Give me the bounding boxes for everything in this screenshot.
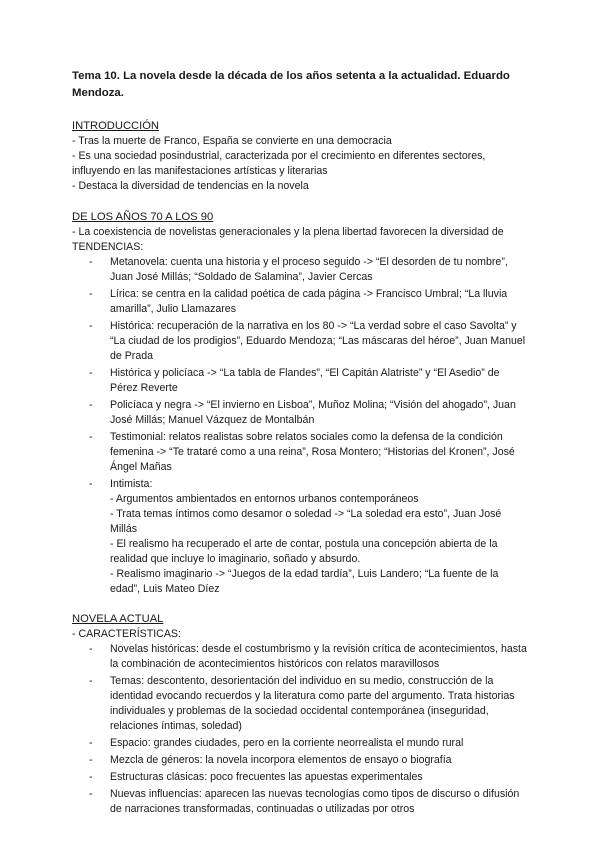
document-title: Tema 10. La novela desde la década de los años setenta a la actualidad. Eduardo Mendoza. [72, 70, 510, 99]
decades-lead: - La coexistencia de novelistas generacionales y la plena libertad favorecen la diversidad de TENDENCIAS: [72, 226, 504, 253]
intimista-sub: - Realismo imaginario -> “Juegos de la edad tardía”, Luis Landero; “La fuente de la edad”, Luis Mateo Díez [110, 568, 499, 595]
list-item: - Histórica y policíaca -> “La tabla de Flandes”, “El Capitán Alatriste” y “El Asedio” de Pérez Reverte [89, 366, 530, 396]
intimista-label: - Intimista: [110, 478, 153, 490]
list-item: - Testimonial: relatos realistas sobre relatos sociales como la defensa de la condición femenina -> “Te trataré como a una reina”, Rosa Montero; “Historias del Kronen”, José Ángel Mañas [89, 430, 530, 475]
intro-line: - Destaca la diversidad de tendencias en la novela [72, 180, 309, 192]
list-item: - Novelas históricas: desde el costumbrismo y la revisión crítica de acontecimientos, hasta la combinación de acontecimientos históricos con relatos maravillosos [89, 642, 530, 672]
list-item: - Histórica: recuperación de la narrativa en los 80 -> “La verdad sobre el caso Savolta” y “La ciudad de los prodigios”, Eduardo Mendoza; “Las máscaras del héroe”, Juan Manuel de Prada [89, 319, 530, 364]
intimista-sub: - El realismo ha recuperado el arte de contar, postula una concepción abierta de la realidad que incluye lo imaginario, soñado y absurdo. [110, 538, 498, 565]
section-introduccion [72, 118, 530, 194]
tendencias-list [72, 255, 530, 597]
list-item: - Espacio: grandes ciudades, pero en la corriente neorrealista el mundo rural [89, 736, 530, 751]
list-item: - Temas: descontento, desorientación del individuo en su medio, construcción de la identidad evocando recuerdos y la literatura como parte del argumento. Trata historias individuales y problemas de la sociedad occidental contemporánea (inseguridad, relaciones íntimas, soledad) [89, 674, 530, 734]
section-heading-novela-actual: NOVELA ACTUAL [72, 613, 164, 625]
list-item: - Estructuras clásicas: poco frecuentes las apuestas experimentales [89, 770, 530, 785]
section-heading-70-90: DE LOS AÑOS 70 A LOS 90 [72, 211, 214, 223]
list-item: - Nuevas influencias: aparecen las nuevas tecnologías como tipos de discurso o difusión de narraciones transformadas, continuadas o utilizadas por otros [89, 787, 530, 817]
section-heading-introduccion: INTRODUCCIÓN [72, 120, 160, 132]
list-item: - Policíaca y negra -> “El invierno en Lisboa”, Muñoz Molina; “Visión del ahogado”, Juan José Millás; Manuel Vázquez de Montalbán [89, 398, 530, 428]
intimista-sub: - Argumentos ambientados en entornos urbanos contemporáneos [110, 493, 419, 505]
list-item: - Lírica: se centra en la calidad poética de cada página -> Francisco Umbral; “La lluvia amarilla”, Julio Llamazares [89, 287, 530, 317]
list-item: - Mezcla de géneros: la novela incorpora elementos de ensayo o biografía [89, 753, 530, 768]
section-70-90 [72, 209, 530, 597]
intro-line: - Es una sociedad posindustrial, caracterizada por el crecimiento en diferentes sectores, influyendo en las manifestaciones artísticas y literarias [72, 150, 486, 177]
list-item-intimista [89, 477, 530, 597]
intro-line: - Tras la muerte de Franco, España se convierte en una democracia [72, 135, 392, 147]
intimista-sub: - Trata temas íntimos como desamor o soledad -> “La soledad era esto”, Juan José Millás [110, 508, 502, 535]
list-item: - Metanovela: cuenta una historia y el proceso seguido -> “El desorden de tu nombre”, Juan José Millás; “Soldado de Salamina”, Javier Cercas [89, 255, 530, 285]
actual-lead: - CARACTERÍSTICAS: [72, 628, 181, 640]
caracteristicas-list [72, 642, 530, 817]
section-novela-actual [72, 611, 530, 817]
